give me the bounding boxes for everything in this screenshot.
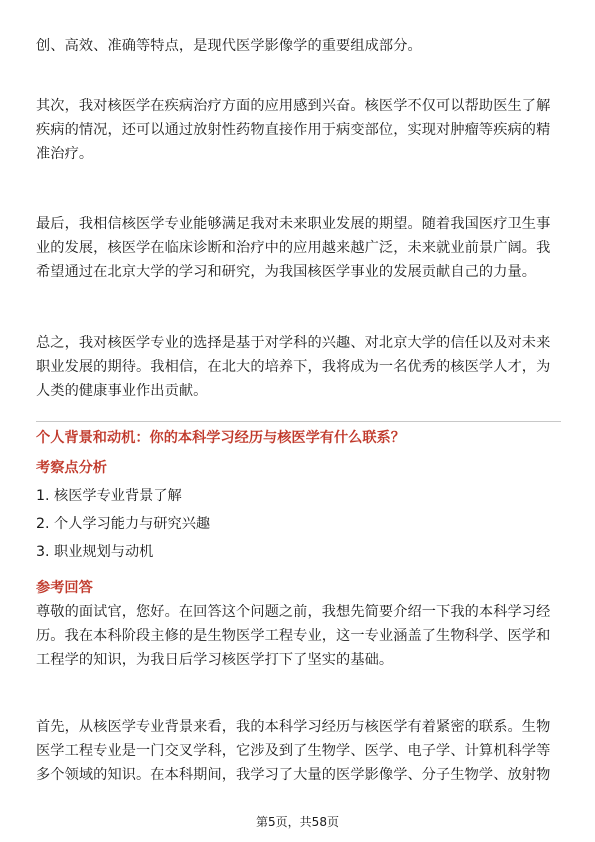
page-number: 第5页，共58页 <box>256 815 339 829</box>
list-item: 2. 个人学习能力与研究兴趣 <box>36 516 211 532</box>
paragraph-treatment: 其次，我对核医学在疾病治疗方面的应用感到兴奋。核医学不仅可以帮助医生了解疾病的情况，还可以通过放射性药物直接作用于病变部位，实现对肿瘤等疾病的精准治疗。 <box>36 98 551 162</box>
question-title: 个人背景和动机：你的本科学习经历与核医学有什么联系？ <box>36 430 405 446</box>
answer-heading: 参考回答 <box>36 580 93 596</box>
analysis-heading: 考察点分析 <box>36 460 107 476</box>
analysis-list <box>36 482 561 566</box>
answer-paragraph-background: 首先，从核医学专业背景来看，我的本科学习经历与核医学有着紧密的联系。生物医学工程专业是一门交叉学科，它涉及到了生物学、医学、电子学、计算机科学等多个领域的知识。在本科期间，我学习了大量的医学影像学、分子生物学、放射物 <box>36 719 551 783</box>
paragraph-career: 最后，我相信核医学专业能够满足我对未来职业发展的期望。随着我国医疗卫生事业的发展，核医学在临床诊断和治疗中的应用越来越广泛，未来就业前景广阔。我希望通过在北京大学的学习和研究，为我国核医学事业的发展贡献自己的力量。 <box>36 216 551 280</box>
document-page <box>36 0 561 842</box>
answer-paragraph-intro: 尊敬的面试官，您好。在回答这个问题之前，我想先简要介绍一下我的本科学习经历。我在本科阶段主修的是生物医学工程专业，这一专业涵盖了生物科学、医学和工程学的知识，为我日后学习核医学打下了坚实的基础。 <box>36 604 551 668</box>
list-item: 3. 职业规划与动机 <box>36 544 154 560</box>
paragraph-conclusion: 总之，我对核医学专业的选择是基于对学科的兴趣、对北京大学的信任以及对未来职业发展的期待。我相信，在北大的培养下，我将成为一名优秀的核医学人才，为人类的健康事业作出贡献。 <box>36 335 551 399</box>
section-divider <box>36 421 561 422</box>
list-item: 1. 核医学专业背景了解 <box>36 488 182 504</box>
paragraph-continuation: 创、高效、准确等特点，是现代医学影像学的重要组成部分。 <box>36 38 422 54</box>
